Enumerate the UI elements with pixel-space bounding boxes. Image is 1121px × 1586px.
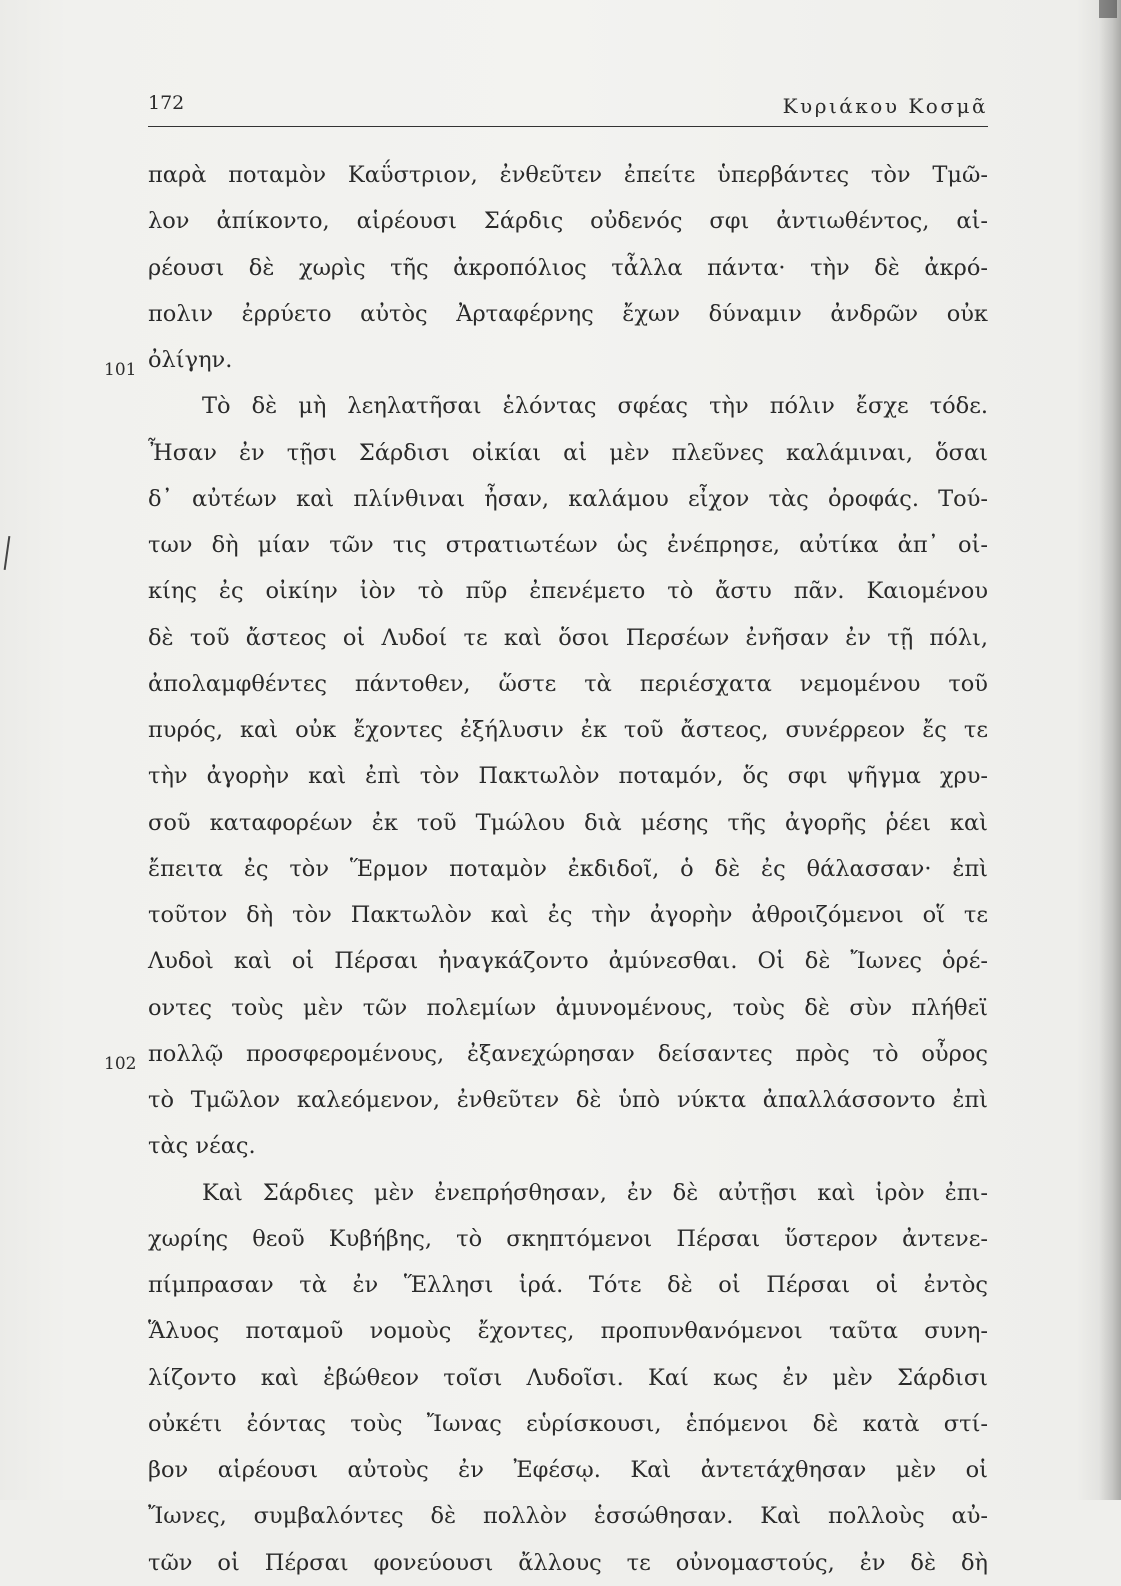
margin-pencil-mark	[4, 536, 11, 570]
section-number-102: 102	[104, 1054, 137, 1074]
text-line: ἀπολαμφθέντες πάντοθεν, ὥστε τὰ περιέσχατα νεμομένου τοῦ	[148, 670, 988, 697]
text-line: των δὴ μίαν τῶν τις στρατιωτέων ὡς ἐνέπρησε, αὐτίκα ἀπ᾽ οἰ-	[148, 532, 988, 558]
text-line: λίζοντο καὶ ἐβώθεον τοῖσι Λυδοῖσι. Καί κως ἐν μὲν Σάρδισι	[148, 1364, 988, 1391]
text-line: ρέουσι δὲ χωρὶς τῆς ἀκροπόλιος τἆλλα πάντα· τὴν δὲ ἀκρό-	[148, 254, 988, 281]
text-line: τοῦτον δὴ τὸν Πακτωλὸν καὶ ἐς τὴν ἀγορὴν ἀθροιζόμενοι οἵ τε	[148, 902, 988, 928]
text-line: Ἦσαν ἐν τῇσι Σάρδισι οἰκίαι αἱ μὲν πλεῦνες καλάμιναι, ὅσαι	[148, 439, 988, 466]
text-line: τὸ Τμῶλον καλεόμενον, ἐνθεῦτεν δὲ ὑπὸ νύκτα ἀπαλλάσσοντο ἐπὶ	[148, 1087, 988, 1113]
text-line: λον ἀπίκοντο, αἱρέουσι Σάρδις οὐδενός σφι ἀντιωθέντος, αἱ-	[148, 208, 988, 235]
text-line: Λυδοὶ καὶ οἱ Πέρσαι ἠναγκάζοντο ἀμύνεσθαι. Οἱ δὲ Ἴωνες ὁρέ-	[148, 948, 988, 975]
text-line: δὲ τοῦ ἄστεος οἱ Λυδοί τε καὶ ὅσοι Περσέων ἐνῆσαν ἐν τῇ πόλι,	[148, 624, 988, 651]
text-line: ἔπειτα ἐς τὸν Ἕρμον ποταμὸν ἐκδιδοῖ, ὁ δὲ ἐς θάλασσαν· ἐπὶ	[148, 855, 988, 882]
text-line: πολλῷ προσφερομένους, ἐξανεχώρησαν δείσαντες πρὸς τὸ οὖρος	[148, 1040, 988, 1067]
text-line: χωρίης θεοῦ Κυβήβης, τὸ σκηπτόμενοι Πέρσαι ὕστερον ἀντενε-	[148, 1225, 988, 1252]
body-text	[148, 152, 988, 1586]
page-number: 172	[148, 92, 185, 114]
section-number-101: 101	[104, 360, 137, 380]
text-line: παρὰ ποταμὸν Καΰστριον, ἐνθεῦτεν ἐπείτε ὑπερβάντες τὸν Τμῶ-	[148, 162, 988, 188]
text-line: σοῦ καταφορέων ἐκ τοῦ Τμώλου διὰ μέσης τῆς ἀγορῆς ῥέει καὶ	[148, 809, 988, 836]
text-line: πολιν ἐρρύετο αὐτὸς Ἀρταφέρνης ἔχων δύναμιν ἀνδρῶν οὐκ	[148, 300, 988, 327]
text-line: τὴν ἀγορὴν καὶ ἐπὶ τὸν Πακτωλὸν ποταμόν, ὅς σφι ψῆγμα χρυ-	[148, 763, 988, 790]
text-line: οὐκέτι ἐόντας τοὺς Ἴωνας εὑρίσκουσι, ἑπόμενοι δὲ κατὰ στί-	[148, 1410, 988, 1437]
text-line: κίης ἐς οἰκίην ἰὸν τὸ πῦρ ἐπενέμετο τὸ ἄστυ πᾶν. Καιομένου	[148, 578, 988, 605]
page-edge-shadow	[1099, 0, 1121, 1500]
text-line: Τὸ δὲ μὴ λεηλατῆσαι ἑλόντας σφέας τὴν πόλιν ἔσχε τόδε.	[202, 393, 988, 420]
text-line: πίμπρασαν τὰ ἐν Ἕλλησι ἱρά. Τότε δὲ οἱ Πέρσαι οἱ ἐντὸς	[148, 1272, 988, 1298]
text-line: οντες τοὺς μὲν τῶν πολεμίων ἀμυνομένους, τοὺς δὲ σὺν πλήθεϊ	[148, 994, 988, 1021]
text-line: πυρός, καὶ οὐκ ἔχοντες ἐξήλυσιν ἐκ τοῦ ἄστεος, συνέρρεον ἔς τε	[148, 717, 988, 743]
text-line: δ᾽ αὐτέων καὶ πλίνθιναι ἦσαν, καλάμου εἶχον τὰς ὀροφάς. Τού-	[148, 485, 988, 512]
running-head: Κυριάκου Κοσμᾶ	[782, 94, 988, 118]
text-line: Ἴωνες, συμβαλόντες δὲ πολλὸν ἑσσώθησαν. Καὶ πολλοὺς αὐ-	[148, 1503, 988, 1530]
text-line: ὀλίγην.	[148, 347, 233, 373]
page-header	[148, 92, 988, 127]
scan-corner-mark	[1099, 0, 1117, 18]
text-line: τὰς νέας.	[148, 1133, 256, 1160]
text-line: βον αἱρέουσι αὐτοὺς ἐν Ἐφέσῳ. Καὶ ἀντετάχθησαν μὲν οἱ	[148, 1457, 988, 1483]
text-line: τῶν οἱ Πέρσαι φονεύουσι ἄλλους τε οὐνομαστούς, ἐν δὲ δὴ	[148, 1549, 988, 1576]
text-line: Καὶ Σάρδιες μὲν ἐνεπρήσθησαν, ἐν δὲ αὐτῇσι καὶ ἱρὸν ἐπι-	[202, 1179, 988, 1206]
text-line: Ἅλυος ποταμοῦ νομοὺς ἔχοντες, προπυνθανόμενοι ταῦτα συνη-	[148, 1318, 988, 1345]
